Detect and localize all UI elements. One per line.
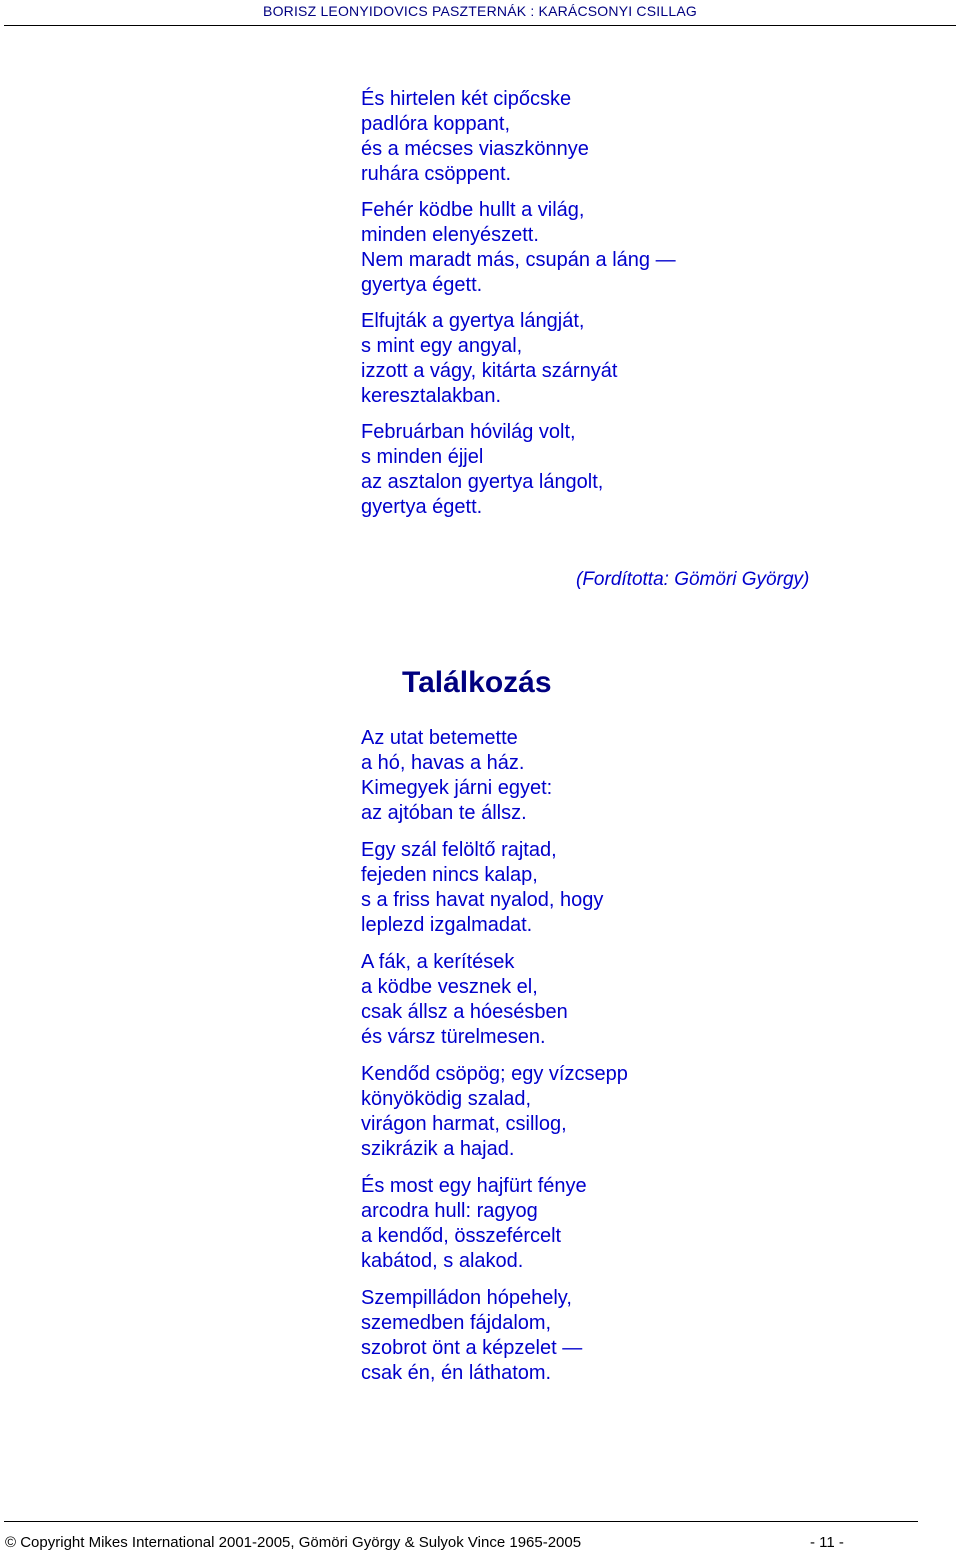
verse-line: az ajtóban te állsz. — [361, 802, 527, 824]
verse-line: Szempilládon hópehely, — [361, 1287, 572, 1309]
verse-line: a kendőd, összefércelt — [361, 1225, 562, 1247]
verse-line: csak állsz a hóesésben — [361, 1001, 568, 1023]
verse-line: És hirtelen két cipőcske — [361, 88, 572, 110]
poem-2-stanza-5 — [361, 1174, 628, 1274]
verse-line: s a friss havat nyalod, hogy — [361, 889, 604, 911]
verse-line: Februárban hóvilág volt, — [361, 421, 576, 443]
verse-line: a ködbe vesznek el, — [361, 976, 538, 998]
verse-line: És most egy hajfürt fénye — [361, 1175, 587, 1197]
verse-line: keresztalakban. — [361, 385, 502, 407]
poem-1-stanza-3 — [361, 309, 676, 409]
verse-line: izzott a vágy, kitárta szárnyát — [361, 360, 618, 382]
running-title: BORISZ LEONYIDOVICS PASZTERNÁK : KARÁCSONYI CSILLAG — [263, 3, 697, 19]
verse-line: A fák, a kerítések — [361, 951, 515, 973]
verse-line: könyöködig szalad, — [361, 1088, 532, 1110]
copyright-notice: © Copyright Mikes International 2001-2005, Gömöri György & Sulyok Vince 1965-2005 — [5, 1534, 582, 1551]
verse-line: arcodra hull: ragyog — [361, 1200, 538, 1222]
verse-line: Fehér ködbe hullt a világ, — [361, 199, 585, 221]
verse-line: és a mécses viaszkönnye — [361, 138, 589, 160]
poem-2-stanza-2 — [361, 838, 628, 938]
poem-2-stanza-6 — [361, 1286, 628, 1386]
poem-2-stanza-4 — [361, 1062, 628, 1162]
verse-line: csak én, én láthatom. — [361, 1362, 552, 1384]
poem-1-stanza-1 — [361, 87, 676, 187]
verse-line: virágon harmat, csillog, — [361, 1113, 567, 1135]
verse-line: padlóra koppant, — [361, 113, 511, 135]
verse-line: Nem maradt más, csupán a láng — — [361, 249, 676, 271]
verse-line: minden elenyészett. — [361, 224, 539, 246]
verse-line: leplezd izgalmadat. — [361, 914, 533, 936]
poem-1 — [361, 87, 676, 520]
verse-line: Az utat betemette — [361, 727, 518, 749]
verse-line: fejeden nincs kalap, — [361, 864, 538, 886]
poem-2-stanza-1 — [361, 726, 628, 826]
verse-line: szobrot önt a képzelet — — [361, 1337, 583, 1359]
verse-line: és vársz türelmesen. — [361, 1026, 546, 1048]
verse-line: Elfujták a gyertya lángját, — [361, 310, 585, 332]
poem-title: Találkozás — [402, 666, 552, 699]
verse-line: kabátod, s alakod. — [361, 1250, 524, 1272]
verse-line: Egy szál felöltő rajtad, — [361, 839, 557, 861]
poem-1-stanza-2 — [361, 198, 676, 298]
poem-2-stanza-3 — [361, 950, 628, 1050]
verse-line: s mint egy angyal, — [361, 335, 523, 357]
header-divider — [4, 25, 956, 26]
page-number: - 11 - — [810, 1534, 844, 1551]
verse-line: a hó, havas a ház. — [361, 752, 525, 774]
verse-line: Kendőd csöpög; egy vízcsepp — [361, 1063, 628, 1085]
running-header — [0, 3, 960, 25]
verse-line: Kimegyek járni egyet: — [361, 777, 553, 799]
verse-line: szemedben fájdalom, — [361, 1312, 552, 1334]
verse-line: gyertya égett. — [361, 274, 483, 296]
poem-2 — [361, 726, 628, 1386]
verse-line: gyertya égett. — [361, 496, 483, 518]
verse-line: s minden éjjel — [361, 446, 484, 468]
poem-1-stanza-4 — [361, 420, 676, 520]
verse-line: az asztalon gyertya lángolt, — [361, 471, 604, 493]
verse-line: ruhára csöppent. — [361, 163, 512, 185]
translator-credit: (Fordította: Gömöri György) — [576, 569, 810, 590]
verse-line: szikrázik a hajad. — [361, 1138, 515, 1160]
footer-divider — [4, 1521, 918, 1522]
